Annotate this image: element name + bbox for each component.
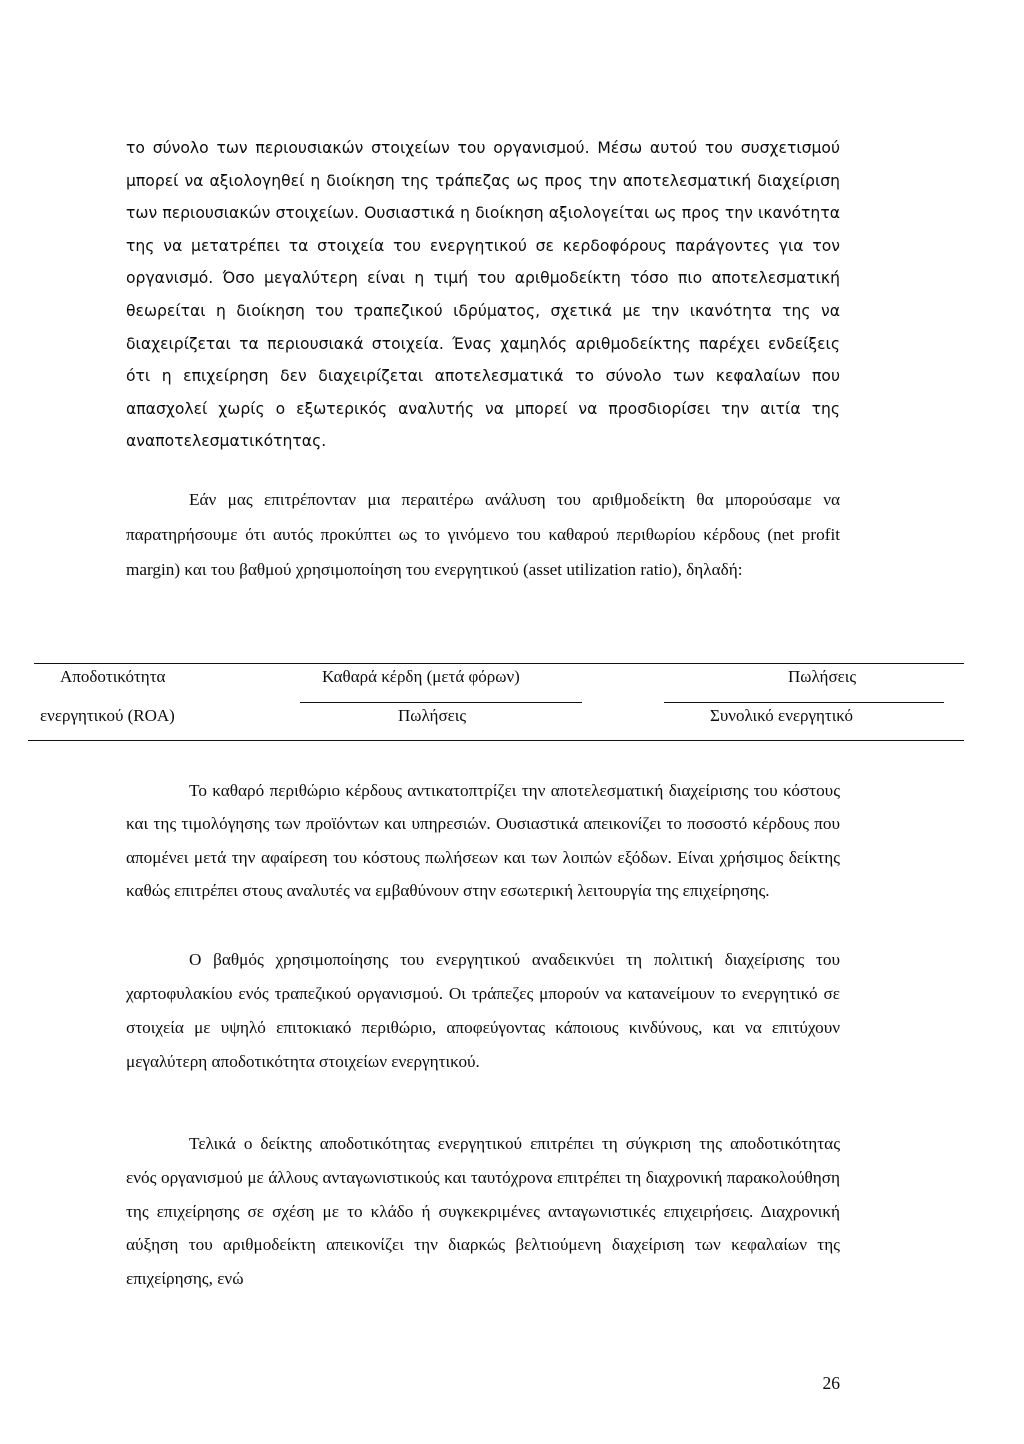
- paragraph-asset-utilization: Ο βαθμός χρησιμοποίησης του ενεργητικού αναδεικνύει τη πολιτική διαχείρισης του χαρτοφυλακίου ενός τραπεζικού οργανισμού. Οι τράπεζες μπορούν να κατανείμουν το ενεργητικό σε στοιχεία με υψηλό επιτοκιακό περιθώριο, αποφεύγοντας κάποιους κινδύνους, και να επιτύχουν μεγαλύτερη αποδοτικότητα στοιχείων ενεργητικού.: [126, 950, 840, 1071]
- fraction1-bar: [300, 702, 582, 703]
- roa-formula: [28, 660, 964, 750]
- fraction2-bar: [664, 702, 944, 703]
- page-number: 26: [822, 1373, 840, 1393]
- paragraph-roa-comparison: Τελικά ο δείκτης αποδοτικότητας ενεργητικού επιτρέπει τη σύγκριση της αποδοτικότητας ενός οργανισμού με άλλους ανταγωνιστικούς και ταυτόχρονα επιτρέπει τη διαχρονική παρακολούθηση της επιχείρησης σε σχέση με το κλάδο ή συγκεκριμένες ανταγωνιστικές επιχειρήσεις. Διαχρονική αύξηση του αριθμοδείκτη απεικονίζει την διαρκώς βελτιούμενη διαχείριση των κεφαλαίων της επιχείρησης, ενώ: [126, 1134, 840, 1289]
- paragraph-roa-decomposition: Εάν μας επιτρέπονταν μια περαιτέρω ανάλυση του αριθμοδείκτη θα μπορούσαμε να παρατηρήσουμε ότι αυτός προκύπτει ως το γινόμενο του καθαρού περιθωρίου κέρδους (net profit margin) και του βαθμού χρησιμοποίηση του ενεργητικού (asset utilization ratio), δηλαδή:: [126, 490, 840, 579]
- fraction1-denominator: Πωλήσεις: [398, 706, 467, 725]
- formula-top-rule: [34, 663, 964, 664]
- formula-bottom-rule: [28, 740, 964, 741]
- formula-label-line2: ενεργητικού (ROA): [40, 706, 175, 725]
- formula-label-line1: Αποδοτικότητα: [60, 667, 166, 686]
- fraction1-numerator: Καθαρά κέρδη (μετά φόρων): [322, 667, 520, 686]
- paragraph-roa-intro: το σύνολο των περιουσιακών στοιχείων του οργανισμού. Μέσω αυτού του συσχετισμού μπορεί να αξιολογηθεί η διοίκηση της τράπεζας ως προς την αποτελεσματική διαχείριση των περιουσιακών στοιχείων. Ουσιαστικά η διοίκηση αξιολογείται ως προς την ικανότητα της να μετατρέπει τα στοιχεία του ενεργητικού σε κερδοφόρους παράγοντες για τον οργανισμό. Όσο μεγαλύτερη είναι η τιμή του αριθμοδείκτη τόσο πιο αποτελεσματική θεωρείται η διοίκηση του τραπεζικού ιδρύματος, σχετικά με την ικανότητα της να διαχειρίζεται τα περιουσιακά στοιχεία. Ένας χαμηλός αριθμοδείκτης παρέχει ενδείξεις ότι η επιχείρηση δεν διαχειρίζεται αποτελεσματικά το σύνολο των κεφαλαίων που απασχολεί χωρίς ο εξωτερικός αναλυτής να μπορεί να προσδιορίσει την αιτία της αναποτελεσματικότητας.: [126, 139, 840, 451]
- fraction2-numerator: Πωλήσεις: [788, 667, 857, 686]
- fraction2-denominator: Συνολικό ενεργητικό: [710, 706, 853, 725]
- paragraph-net-profit-margin: Το καθαρό περιθώριο κέρδους αντικατοπτρίζει την αποτελεσματική διαχείρισης του κόστους και της τιμολόγησης των προϊόντων και υπηρεσιών. Ουσιαστικά απεικονίζει το ποσοστό κέρδους που απομένει μετά την αφαίρεση του κόστους πωλήσεων και των λοιπών εξόδων. Είναι χρήσιμος δείκτης καθώς επιτρέπει στους αναλυτές να εμβαθύνουν στην εσωτερική λειτουργία της επιχείρησης.: [126, 781, 840, 900]
